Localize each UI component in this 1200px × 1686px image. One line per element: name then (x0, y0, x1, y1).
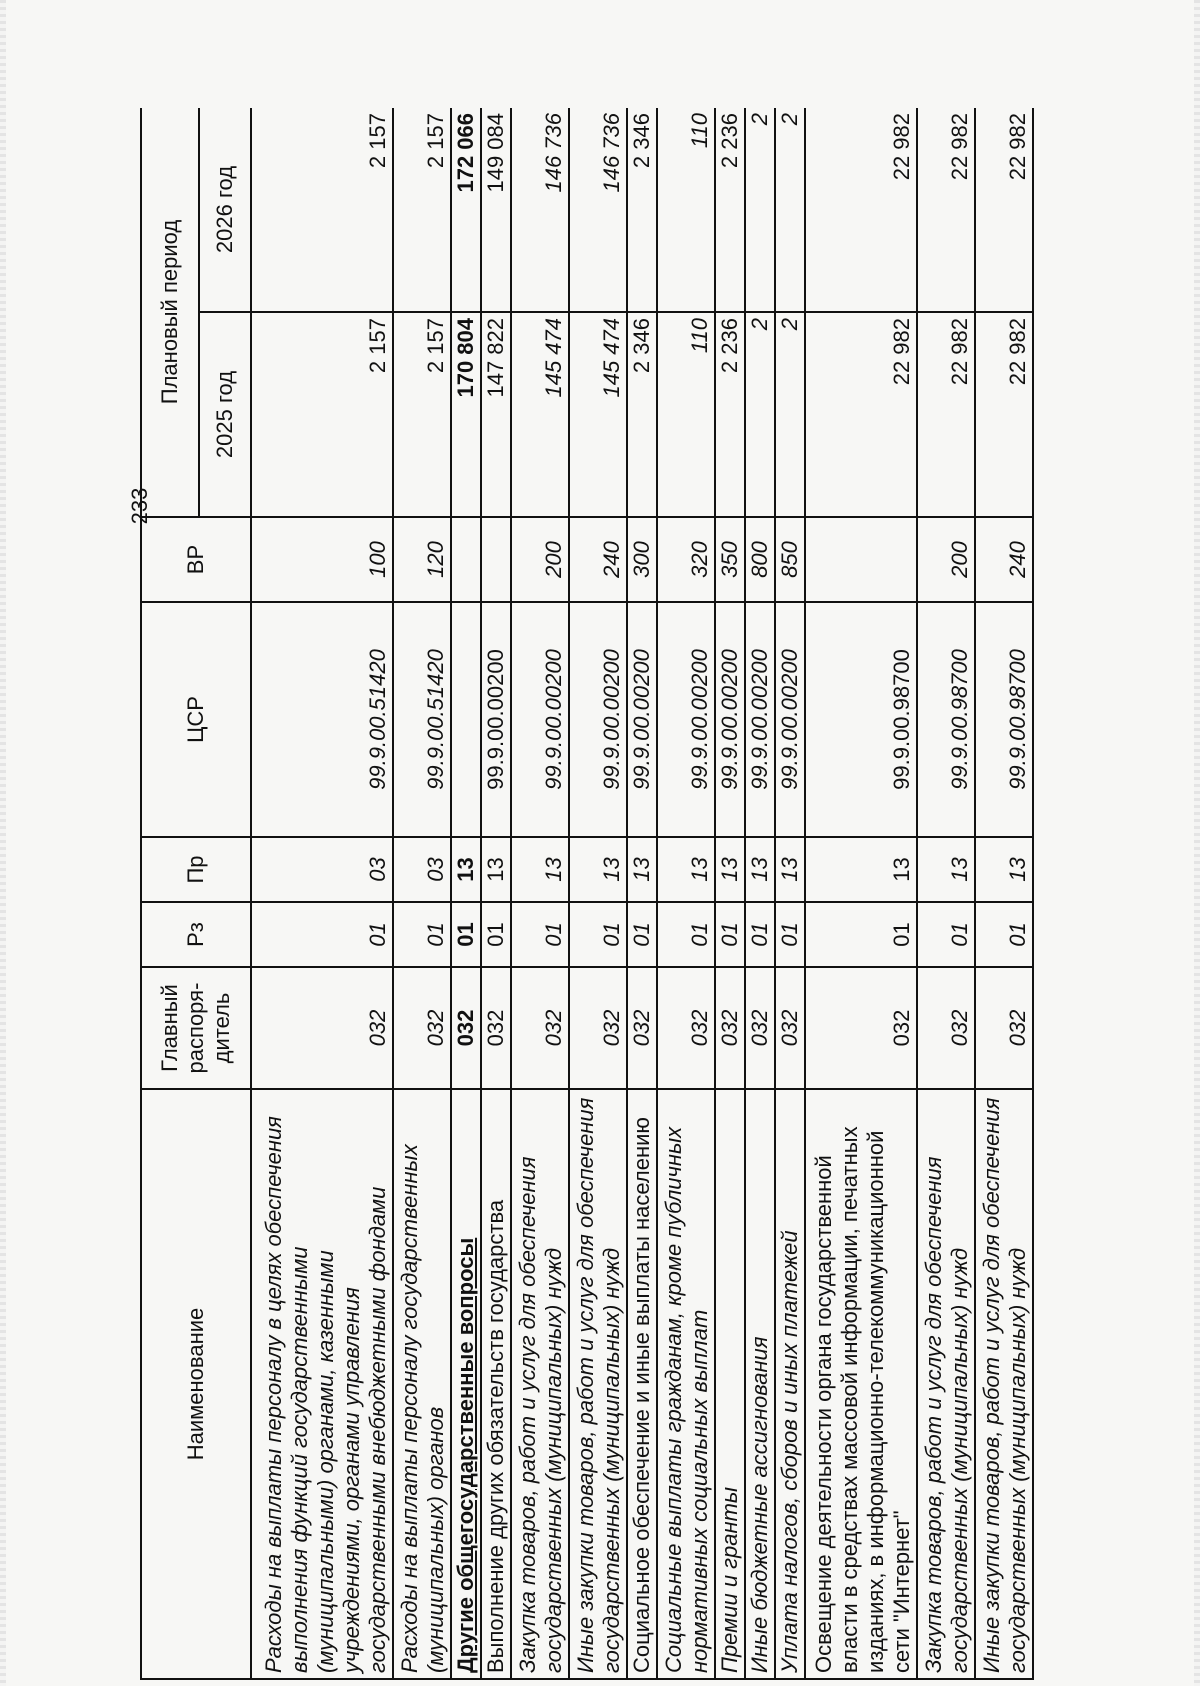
cell-2025: 2 346 (627, 312, 657, 517)
cell-vr: 200 (917, 517, 975, 602)
cell-pr: 13 (511, 837, 569, 902)
cell-csr: 99.9.00.00200 (775, 602, 805, 837)
table-row (917, 108, 975, 1679)
cell-vr (451, 517, 481, 602)
cell-grbs: 032 (511, 967, 569, 1089)
cell-name: Освещение деятельности органа государственной власти в средствах массовой информации, печатных изданиях, в информационно-телекоммуникационной сети "Интернет" (805, 1089, 917, 1679)
cell-pr: 13 (451, 837, 481, 902)
table-row (251, 108, 393, 1679)
header-plan-period: Плановый период (141, 108, 199, 517)
cell-vr (481, 517, 511, 602)
cell-csr: 99.9.00.98700 (975, 602, 1033, 837)
cell-csr (451, 602, 481, 837)
cell-csr: 99.9.00.00200 (627, 602, 657, 837)
cell-name: Расходы на выплаты персоналу в целях обеспечения выполнения функций государственными (муниципальными) органами, казенными учреждениями, органами управления государственными внебюджетными фондами (251, 1089, 393, 1679)
table-row (745, 108, 775, 1679)
rotated-table-wrapper (140, 108, 1056, 1680)
cell-vr: 240 (975, 517, 1033, 602)
cell-csr: 99.9.00.98700 (917, 602, 975, 837)
cell-2025: 22 982 (917, 312, 975, 517)
cell-2026: 22 982 (917, 108, 975, 312)
cell-grbs: 032 (481, 967, 511, 1089)
cell-2025: 2 (745, 312, 775, 517)
table-row (775, 108, 805, 1679)
cell-csr: 99.9.00.00200 (657, 602, 715, 837)
cell-name: Другие общегосударственные вопросы (451, 1089, 481, 1679)
cell-pr: 13 (627, 837, 657, 902)
cell-2026: 146 736 (569, 108, 627, 312)
cell-csr: 99.9.00.00200 (511, 602, 569, 837)
cell-rz: 01 (917, 902, 975, 967)
cell-grbs: 032 (569, 967, 627, 1089)
cell-rz: 01 (627, 902, 657, 967)
cell-2026: 146 736 (511, 108, 569, 312)
cell-2026: 2 157 (393, 108, 451, 312)
table-row (975, 108, 1033, 1679)
cell-2026: 149 084 (481, 108, 511, 312)
cell-2025: 145 474 (569, 312, 627, 517)
cell-pr: 13 (657, 837, 715, 902)
cell-2025: 2 157 (251, 312, 393, 517)
cell-grbs: 032 (917, 967, 975, 1089)
cell-grbs: 032 (975, 967, 1033, 1089)
cell-csr: 99.9.00.51420 (393, 602, 451, 837)
cell-grbs: 032 (715, 967, 745, 1089)
cell-rz: 01 (805, 902, 917, 967)
cell-csr: 99.9.00.00200 (569, 602, 627, 837)
cell-vr: 800 (745, 517, 775, 602)
cell-name: Иные закупки товаров, работ и услуг для обеспечения государственных (муниципальных) нужд (569, 1089, 627, 1679)
cell-name: Иные закупки товаров, работ и услуг для обеспечения государственных (муниципальных) нужд (975, 1089, 1033, 1679)
cell-rz: 01 (975, 902, 1033, 967)
cell-rz: 01 (393, 902, 451, 967)
cell-vr: 350 (715, 517, 745, 602)
cell-rz: 01 (657, 902, 715, 967)
cell-2026: 2 (745, 108, 775, 312)
cell-grbs: 032 (393, 967, 451, 1089)
table-row (393, 108, 451, 1679)
cell-2025: 2 157 (393, 312, 451, 517)
cell-pr: 13 (569, 837, 627, 902)
cell-pr: 03 (393, 837, 451, 902)
cell-rz: 01 (745, 902, 775, 967)
budget-table (140, 108, 1034, 1680)
header-csr: ЦСР (141, 602, 251, 837)
cell-2026: 110 (657, 108, 715, 312)
cell-name: Иные бюджетные ассигнования (745, 1089, 775, 1679)
cell-pr: 13 (715, 837, 745, 902)
scan-edge-left (0, 0, 6, 1686)
header-year-2025: 2025 год (199, 312, 251, 517)
cell-2025: 2 (775, 312, 805, 517)
cell-2026: 2 157 (251, 108, 393, 312)
cell-2025: 110 (657, 312, 715, 517)
cell-pr: 13 (481, 837, 511, 902)
header-name: Наименование (141, 1089, 251, 1679)
cell-2025: 145 474 (511, 312, 569, 517)
cell-pr: 13 (775, 837, 805, 902)
cell-name: Выполнение других обязательств государства (481, 1089, 511, 1679)
cell-2025: 2 236 (715, 312, 745, 517)
cell-name: Премии и гранты (715, 1089, 745, 1679)
table-row (481, 108, 511, 1679)
cell-vr (805, 517, 917, 602)
cell-rz: 01 (451, 902, 481, 967)
cell-2026: 2 (775, 108, 805, 312)
cell-pr: 13 (745, 837, 775, 902)
cell-rz: 01 (251, 902, 393, 967)
cell-vr: 240 (569, 517, 627, 602)
table-row (511, 108, 569, 1679)
page-number: 233 (127, 487, 152, 525)
cell-rz: 01 (775, 902, 805, 967)
table-stage (140, 108, 1056, 1686)
cell-name: Уплата налогов, сборов и иных платежей (775, 1089, 805, 1679)
cell-2025: 147 822 (481, 312, 511, 517)
cell-csr: 99.9.00.51420 (251, 602, 393, 837)
cell-vr: 200 (511, 517, 569, 602)
cell-2025: 22 982 (975, 312, 1033, 517)
cell-grbs: 032 (775, 967, 805, 1089)
cell-name: Социальные выплаты гражданам, кроме публичных нормативных социальных выплат (657, 1089, 715, 1679)
header-vr: ВР (141, 517, 251, 602)
cell-2026: 2 346 (627, 108, 657, 312)
cell-2026: 22 982 (805, 108, 917, 312)
cell-vr: 100 (251, 517, 393, 602)
header-grbs: Главный распоря- дитель (141, 967, 251, 1089)
cell-grbs: 032 (657, 967, 715, 1089)
cell-2026: 2 236 (715, 108, 745, 312)
cell-2025: 170 804 (451, 312, 481, 517)
cell-grbs: 032 (251, 967, 393, 1089)
cell-vr: 300 (627, 517, 657, 602)
cell-vr: 120 (393, 517, 451, 602)
cell-csr: 99.9.00.00200 (715, 602, 745, 837)
cell-name: Закупка товаров, работ и услуг для обеспечения государственных (муниципальных) нужд (511, 1089, 569, 1679)
table-row (627, 108, 657, 1679)
cell-grbs: 032 (805, 967, 917, 1089)
cell-csr: 99.9.00.00200 (745, 602, 775, 837)
cell-pr: 13 (917, 837, 975, 902)
cell-csr: 99.9.00.98700 (805, 602, 917, 837)
cell-2026: 172 066 (451, 108, 481, 312)
cell-2025: 22 982 (805, 312, 917, 517)
cell-rz: 01 (511, 902, 569, 967)
table-row (715, 108, 745, 1679)
cell-rz: 01 (715, 902, 745, 967)
cell-csr: 99.9.00.00200 (481, 602, 511, 837)
table-row (569, 108, 627, 1679)
cell-vr: 320 (657, 517, 715, 602)
cell-name: Закупка товаров, работ и услуг для обеспечения государственных (муниципальных) нужд (917, 1089, 975, 1679)
cell-pr: 13 (975, 837, 1033, 902)
header-year-2026: 2026 год (199, 108, 251, 312)
cell-pr: 13 (805, 837, 917, 902)
table-row (451, 108, 481, 1679)
cell-2026: 22 982 (975, 108, 1033, 312)
cell-grbs: 032 (627, 967, 657, 1089)
cell-name: Расходы на выплаты персоналу государственных (муниципальных) органов (393, 1089, 451, 1679)
cell-grbs: 032 (745, 967, 775, 1089)
cell-vr: 850 (775, 517, 805, 602)
scan-edge-right (1194, 0, 1200, 1686)
table-row (805, 108, 917, 1679)
cell-rz: 01 (481, 902, 511, 967)
cell-pr: 03 (251, 837, 393, 902)
header-pr: Пр (141, 837, 251, 902)
cell-rz: 01 (569, 902, 627, 967)
cell-grbs: 032 (451, 967, 481, 1089)
cell-name: Социальное обеспечение и иные выплаты населению (627, 1089, 657, 1679)
header-rz: Рз (141, 902, 251, 967)
table-row (657, 108, 715, 1679)
